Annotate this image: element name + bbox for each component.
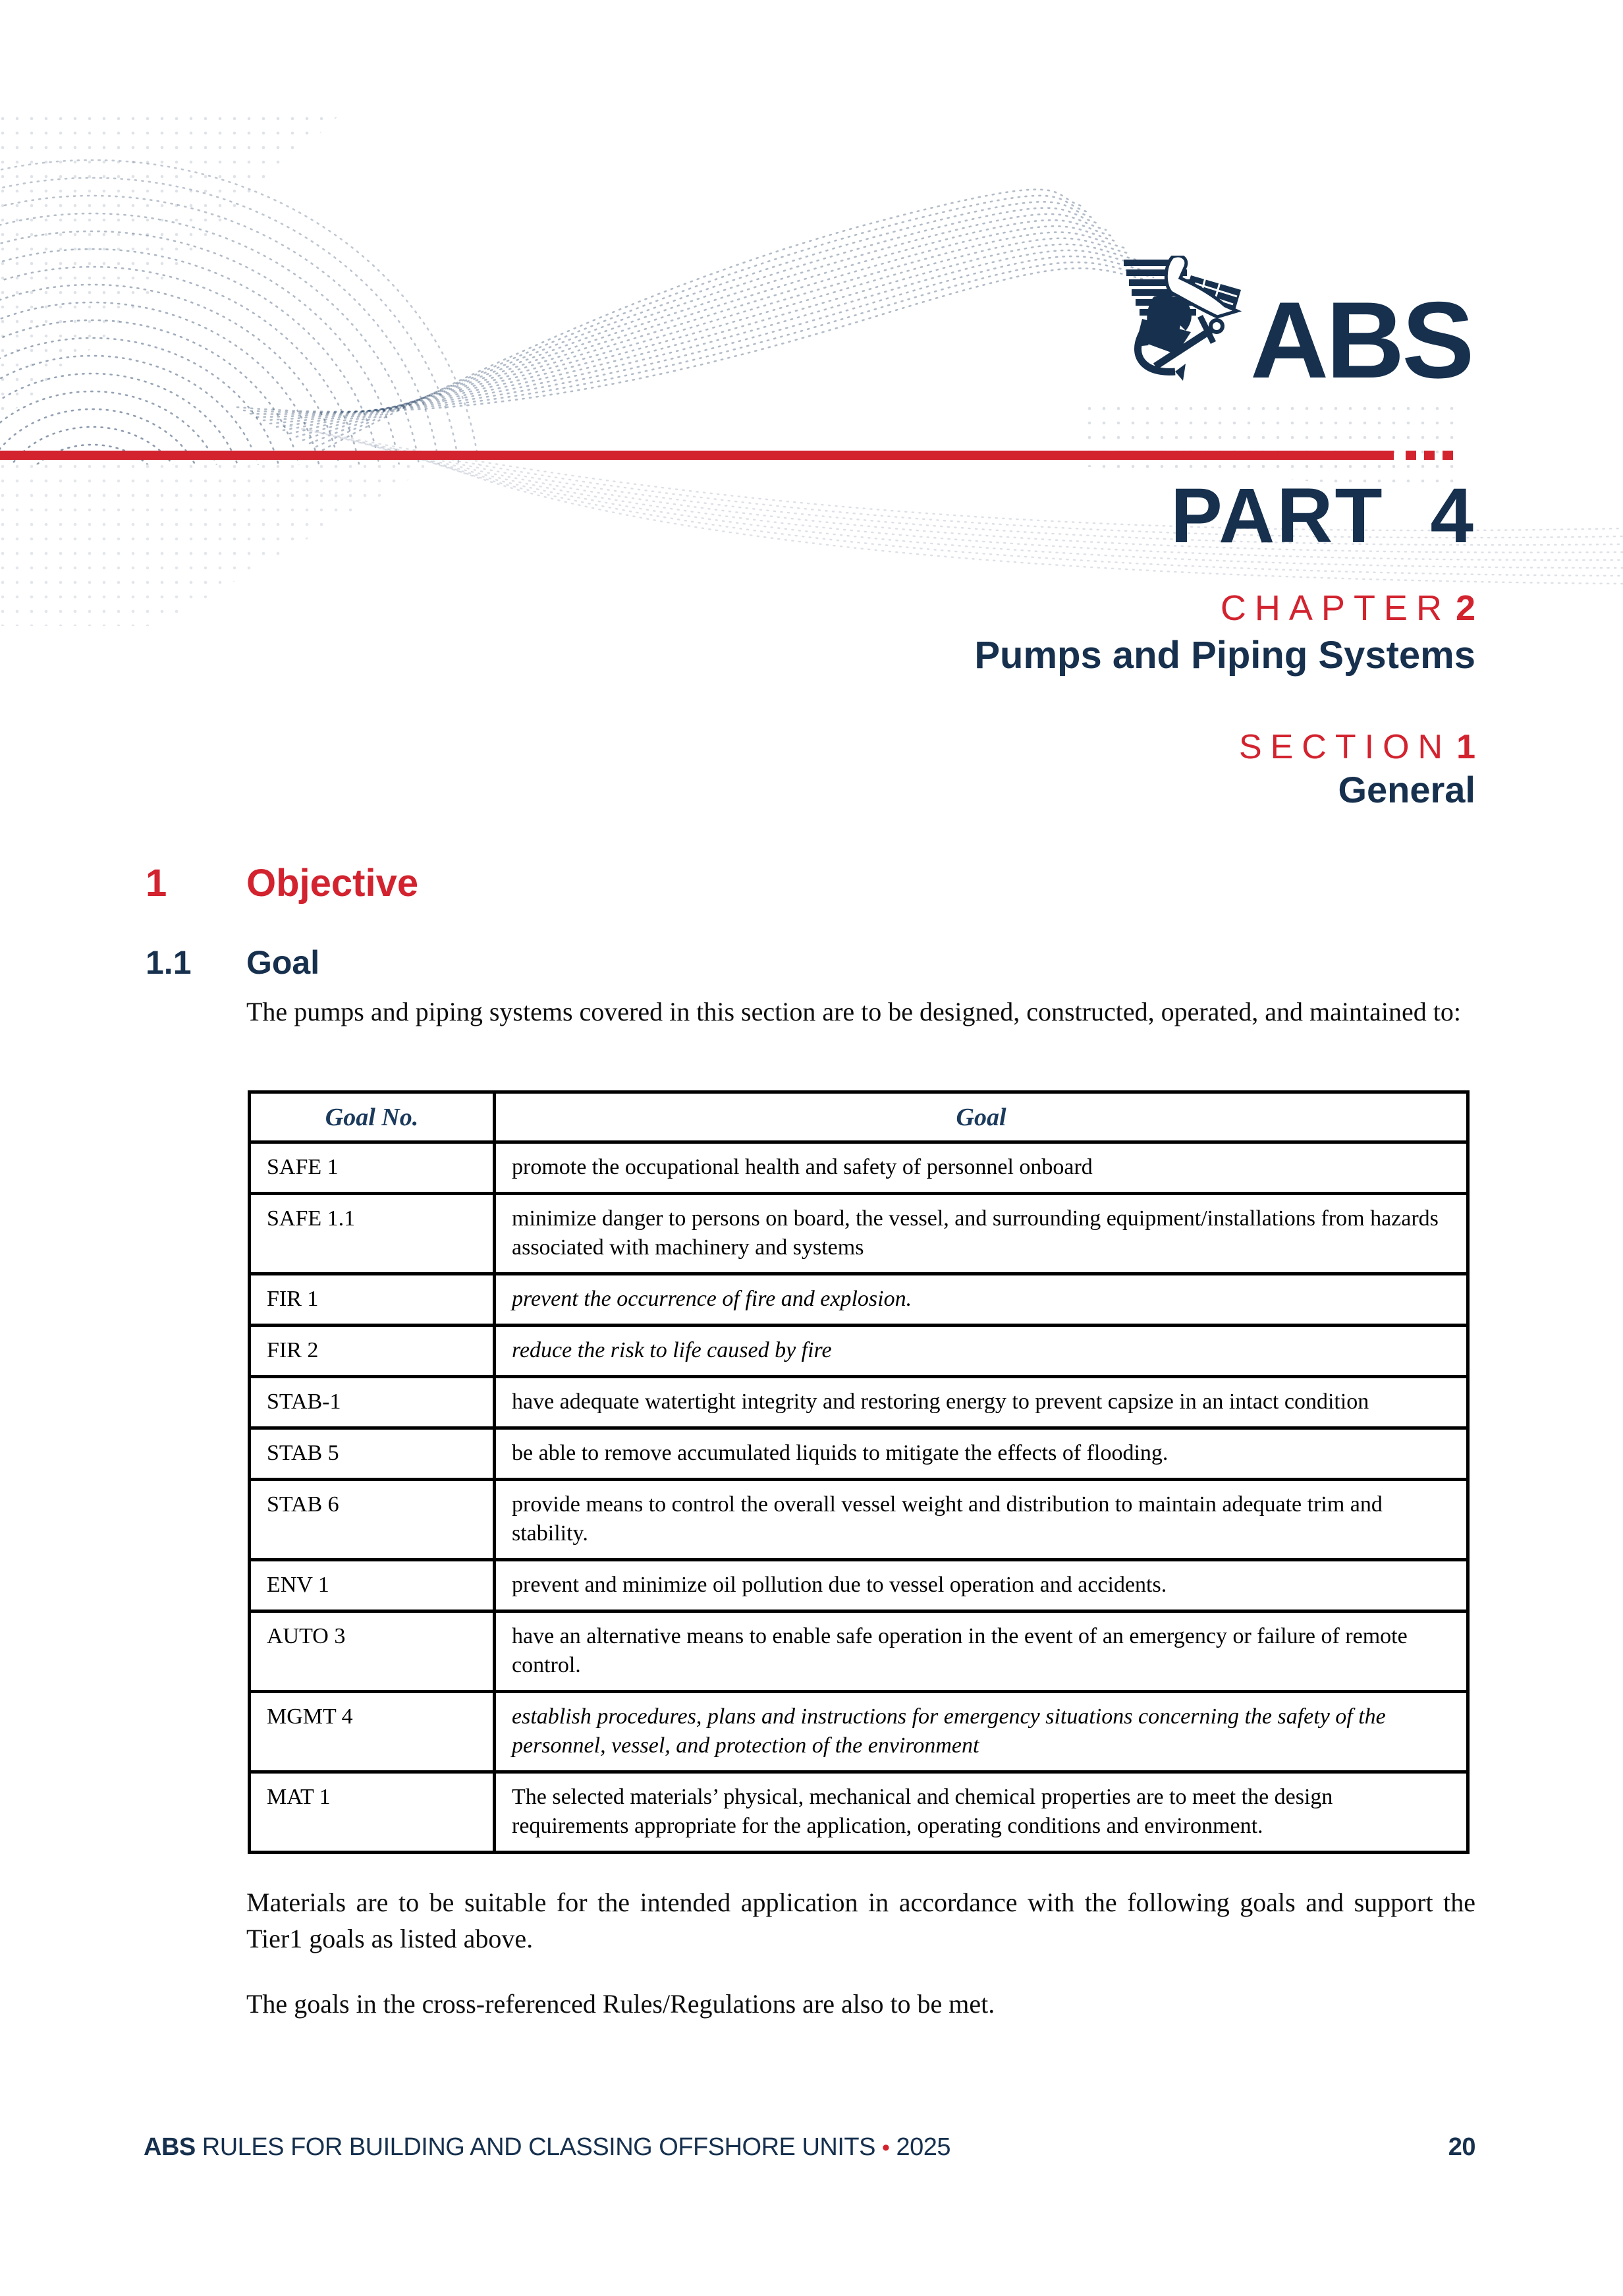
objective-title: Objective <box>246 862 419 905</box>
goal-no-cell: ENV 1 <box>250 1560 495 1611</box>
wave-dotted-line <box>270 238 1130 424</box>
footer-bullet: • <box>882 2135 890 2160</box>
red-rule-dash <box>1443 451 1453 460</box>
red-rule-dash <box>1424 451 1435 460</box>
goal-no-header: Goal No. <box>250 1092 495 1142</box>
goal-cell: reduce the risk to life caused by fire <box>495 1326 1468 1377</box>
goal-no-cell: STAB-1 <box>250 1377 495 1428</box>
goal-cell: prevent and minimize oil pollution due to vessel operation and accidents. <box>495 1560 1468 1611</box>
red-header-rule <box>0 451 1394 460</box>
footer-brand: ABS <box>144 2133 196 2161</box>
section-title: General <box>1338 769 1475 810</box>
goal-cell: promote the occupational health and safety of personnel onboard <box>495 1142 1468 1194</box>
goal-no-cell: STAB 6 <box>250 1480 495 1560</box>
goal-no-cell: MAT 1 <box>250 1772 495 1853</box>
goal-sub-number: 1.1 <box>146 944 192 981</box>
wave-dotted-line <box>303 208 1100 440</box>
chapter-number: 2 <box>1455 588 1475 628</box>
table-row <box>250 1772 1468 1853</box>
abs-logo-text: ABS <box>1250 279 1472 401</box>
wave-dotted-line <box>244 262 1153 412</box>
objective-number: 1 <box>146 862 167 905</box>
goal-no-cell: FIR 2 <box>250 1326 495 1377</box>
table-row <box>250 1692 1468 1772</box>
goal-no-cell: MGMT 4 <box>250 1692 495 1772</box>
table-header-row <box>250 1092 1468 1142</box>
goal-no-cell: SAFE 1.1 <box>250 1194 495 1274</box>
table-row <box>250 1194 1468 1274</box>
goal-no-cell: FIR 1 <box>250 1274 495 1326</box>
part-title: PART 4 <box>1170 472 1475 559</box>
table-row <box>250 1428 1468 1480</box>
goal-cell: prevent the occurrence of fire and explosion. <box>495 1274 1468 1326</box>
abs-eagle-anchor-icon <box>1113 256 1253 389</box>
goal-sub-title: Goal <box>246 944 320 981</box>
table-row <box>250 1480 1468 1560</box>
table-row <box>250 1274 1468 1326</box>
goal-cell: have an alternative means to enable safe operation in the event of an emergency or failure of remote control. <box>495 1611 1468 1692</box>
table-row <box>250 1377 1468 1428</box>
table-row <box>250 1611 1468 1692</box>
chapter-heading <box>1221 590 1475 626</box>
dot-grid-patch <box>0 464 435 626</box>
wave-dotted-line <box>323 190 1082 450</box>
goal-cell: be able to remove accumulated liquids to mitigate the effects of flooding. <box>495 1428 1468 1480</box>
goal-header: Goal <box>495 1092 1468 1142</box>
page-footer <box>144 2133 1475 2164</box>
wave-dotted-line <box>283 226 1118 430</box>
goal-no-cell: AUTO 3 <box>250 1611 495 1692</box>
chapter-title: Pumps and Piping Systems <box>974 634 1475 677</box>
wave-dotted-line <box>257 250 1142 417</box>
page-number: 20 <box>1448 2133 1475 2161</box>
goal-intro-paragraph: The pumps and piping systems covered in this section are to be designed, constructed, operated, and maintained to: <box>246 997 1461 1026</box>
materials-paragraph: Materials are to be suitable for the intended application in accordance with the following goals and support the Tier1 goals as listed above. <box>246 1888 1475 1953</box>
wave-dotted-line <box>277 233 1124 427</box>
goal-no-cell: SAFE 1 <box>250 1142 495 1194</box>
cross-reference-paragraph: The goals in the cross-referenced Rules/Regulations are also to be met. <box>246 1989 995 2019</box>
footer-text: RULES FOR BUILDING AND CLASSING OFFSHORE UNITS <box>202 2133 875 2161</box>
goal-cell: have adequate watertight integrity and restoring energy to prevent capsize in an intact condition <box>495 1377 1468 1428</box>
footer-year: 2025 <box>896 2133 951 2161</box>
goal-cell: establish procedures, plans and instructions for emergency situations concerning the safety of the personnel, vessel, and protection of the environment <box>495 1692 1468 1772</box>
goal-cell: minimize danger to persons on board, the vessel, and surrounding equipment/installations from hazards associated with machinery and systems <box>495 1194 1468 1274</box>
section-label: SECTION <box>1238 728 1452 766</box>
table-row <box>250 1326 1468 1377</box>
dot-grid-patch <box>0 112 343 422</box>
table-row <box>250 1142 1468 1194</box>
goals-table <box>248 1090 1470 1854</box>
chapter-label: CHAPTER <box>1220 588 1450 628</box>
section-heading <box>1239 730 1475 764</box>
goal-no-cell: STAB 5 <box>250 1428 495 1480</box>
goal-cell: The selected materials’ physical, mechanical and chemical properties are to meet the design requirements appropriate for the application, operating conditions and environment. <box>495 1772 1468 1853</box>
section-number: 1 <box>1456 728 1475 766</box>
wave-dotted-line <box>316 196 1088 447</box>
wave-dotted-line <box>250 256 1147 414</box>
red-rule-dash <box>1406 451 1416 460</box>
table-row <box>250 1560 1468 1611</box>
goal-cell: provide means to control the overall vessel weight and distribution to maintain adequate trim and stability. <box>495 1480 1468 1560</box>
